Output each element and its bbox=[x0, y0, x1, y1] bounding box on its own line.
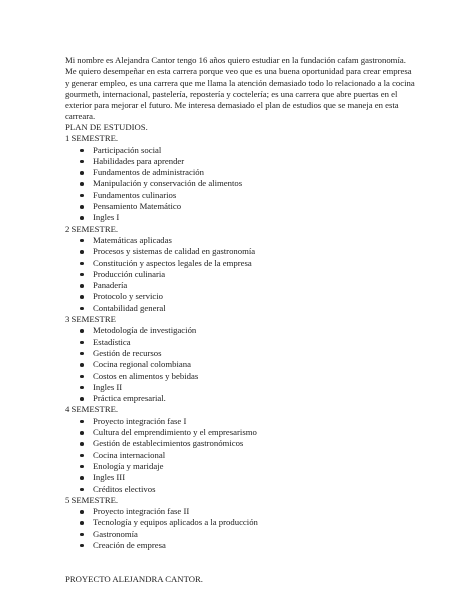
bullet-icon bbox=[80, 454, 84, 458]
course-name: Créditos electivos bbox=[93, 483, 156, 494]
bullet-icon bbox=[80, 262, 84, 266]
course-name: Producción culinaria bbox=[93, 268, 166, 279]
course-name: Constitución y aspectos legales de la empresa bbox=[93, 257, 252, 268]
semester-title: 3 SEMESTRE bbox=[65, 314, 116, 325]
course-item bbox=[65, 212, 425, 223]
bullet-icon bbox=[80, 171, 84, 175]
course-item bbox=[65, 325, 425, 336]
course-item bbox=[65, 461, 425, 472]
semester-title: 5 SEMESTRE. bbox=[65, 494, 119, 505]
course-name: Ingles III bbox=[93, 472, 126, 483]
course-name: Panadería bbox=[93, 280, 128, 291]
bullet-icon bbox=[80, 465, 84, 469]
bullet-icon bbox=[80, 216, 84, 220]
semester-title: 2 SEMESTRE. bbox=[65, 223, 119, 234]
study-plan bbox=[65, 122, 425, 551]
course-name: Gestión de establecimientos gastronómicos bbox=[93, 438, 244, 449]
semester-list bbox=[65, 133, 425, 551]
course-item bbox=[65, 246, 425, 257]
bullet-icon bbox=[80, 544, 84, 548]
course-item bbox=[65, 303, 425, 314]
course-list bbox=[65, 145, 425, 224]
semester-section bbox=[65, 133, 425, 223]
course-name: Habilidades para aprender bbox=[93, 155, 185, 166]
course-name: Ingles I bbox=[93, 212, 120, 223]
course-name: Enología y maridaje bbox=[93, 460, 164, 471]
course-name: Cocina regional colombiana bbox=[93, 359, 191, 370]
course-item bbox=[65, 517, 425, 528]
course-item bbox=[65, 450, 425, 461]
course-name: Costos en alimentos y bebidas bbox=[93, 370, 199, 381]
course-item bbox=[65, 258, 425, 269]
course-name: Proyecto integración fase I bbox=[93, 415, 187, 426]
course-list bbox=[65, 235, 425, 314]
bullet-icon bbox=[80, 442, 84, 446]
course-item bbox=[65, 359, 425, 370]
course-name: Práctica empresarial. bbox=[93, 393, 166, 404]
course-item bbox=[65, 145, 425, 156]
course-item bbox=[65, 337, 425, 348]
bullet-icon bbox=[80, 149, 84, 153]
bullet-icon bbox=[80, 205, 84, 209]
footer-text: PROYECTO ALEJANDRA CANTOR. bbox=[65, 574, 203, 584]
semester-section bbox=[65, 314, 425, 404]
course-name: Metodología de investigación bbox=[93, 325, 197, 336]
bullet-icon bbox=[80, 420, 84, 424]
course-item bbox=[65, 416, 425, 427]
bullet-icon bbox=[80, 295, 84, 299]
semester-section bbox=[65, 495, 425, 551]
course-name: Tecnología y equipos aplicados a la producción bbox=[93, 517, 258, 528]
bullet-icon bbox=[80, 375, 84, 379]
course-item bbox=[65, 371, 425, 382]
course-name: Cocina internacional bbox=[93, 449, 166, 460]
intro-paragraph: Mi nombre es Alejandra Cantor tengo 16 años quiero estudiar en la fundación cafam gastronomía. Me quiero desempeñar en esta carrera porque veo que es una buena oportunidad para crear empresa y generar empleo, es una carrera que me llama la atención demasiado todo lo relacionado a la cocina gourmeth, internacional, pastelería, repostería y coctelería; es una carrera que abre puertas en el exterior para mejorar el futuro. Me interesa demasiado el plan de estudios que se maneja en esta carreara. bbox=[65, 55, 415, 122]
course-item bbox=[65, 393, 425, 404]
bullet-icon bbox=[80, 488, 84, 492]
bullet-icon bbox=[80, 273, 84, 277]
course-name: Pensamiento Matemático bbox=[93, 201, 182, 212]
course-item bbox=[65, 280, 425, 291]
course-list bbox=[65, 325, 425, 404]
course-item bbox=[65, 472, 425, 483]
bullet-icon bbox=[80, 431, 84, 435]
course-item bbox=[65, 427, 425, 438]
bullet-icon bbox=[80, 363, 84, 367]
course-name: Gastronomía bbox=[93, 528, 138, 539]
bullet-icon bbox=[80, 352, 84, 356]
bullet-icon bbox=[80, 397, 84, 401]
course-name: Gestión de recursos bbox=[93, 347, 162, 358]
bullet-icon bbox=[80, 239, 84, 243]
bullet-icon bbox=[80, 386, 84, 390]
course-item bbox=[65, 269, 425, 280]
course-item bbox=[65, 382, 425, 393]
course-name: Fundamentos culinarios bbox=[93, 189, 177, 200]
course-item bbox=[65, 506, 425, 517]
course-item bbox=[65, 235, 425, 246]
course-item bbox=[65, 178, 425, 189]
course-item bbox=[65, 201, 425, 212]
course-name: Manipulación y conservación de alimentos bbox=[93, 178, 243, 189]
bullet-icon bbox=[80, 533, 84, 537]
bullet-icon bbox=[80, 194, 84, 198]
course-name: Creación de empresa bbox=[93, 539, 166, 550]
course-item bbox=[65, 540, 425, 551]
course-name: Protocolo y servicio bbox=[93, 291, 163, 302]
plan-heading: PLAN DE ESTUDIOS. bbox=[65, 122, 148, 132]
course-item bbox=[65, 291, 425, 302]
bullet-icon bbox=[80, 521, 84, 525]
semester-section bbox=[65, 404, 425, 494]
course-name: Participación social bbox=[93, 144, 162, 155]
course-list bbox=[65, 416, 425, 495]
bullet-icon bbox=[80, 510, 84, 514]
course-item bbox=[65, 190, 425, 201]
course-name: Fundamentos de administración bbox=[93, 167, 204, 178]
semester-section bbox=[65, 224, 425, 314]
bullet-icon bbox=[80, 476, 84, 480]
bullet-icon bbox=[80, 307, 84, 311]
bullet-icon bbox=[80, 182, 84, 186]
bullet-icon bbox=[80, 250, 84, 254]
course-item bbox=[65, 348, 425, 359]
course-item bbox=[65, 438, 425, 449]
semester-title: 1 SEMESTRE. bbox=[65, 133, 119, 144]
bullet-icon bbox=[80, 329, 84, 333]
course-item bbox=[65, 529, 425, 540]
bullet-icon bbox=[80, 160, 84, 164]
course-name: Estadística bbox=[93, 336, 131, 347]
course-name: Ingles II bbox=[93, 381, 123, 392]
semester-title: 4 SEMESTRE. bbox=[65, 404, 119, 415]
course-name: Proyecto integración fase II bbox=[93, 506, 190, 517]
course-name: Procesos y sistemas de calidad en gastronomía bbox=[93, 246, 256, 257]
course-name: Cultura del emprendimiento y el empresarismo bbox=[93, 427, 257, 438]
course-name: Contabilidad general bbox=[93, 302, 166, 313]
course-name: Matemáticas aplicadas bbox=[93, 234, 172, 245]
course-list bbox=[65, 506, 425, 551]
course-item bbox=[65, 156, 425, 167]
course-item bbox=[65, 167, 425, 178]
course-item bbox=[65, 484, 425, 495]
bullet-icon bbox=[80, 341, 84, 345]
bullet-icon bbox=[80, 284, 84, 288]
